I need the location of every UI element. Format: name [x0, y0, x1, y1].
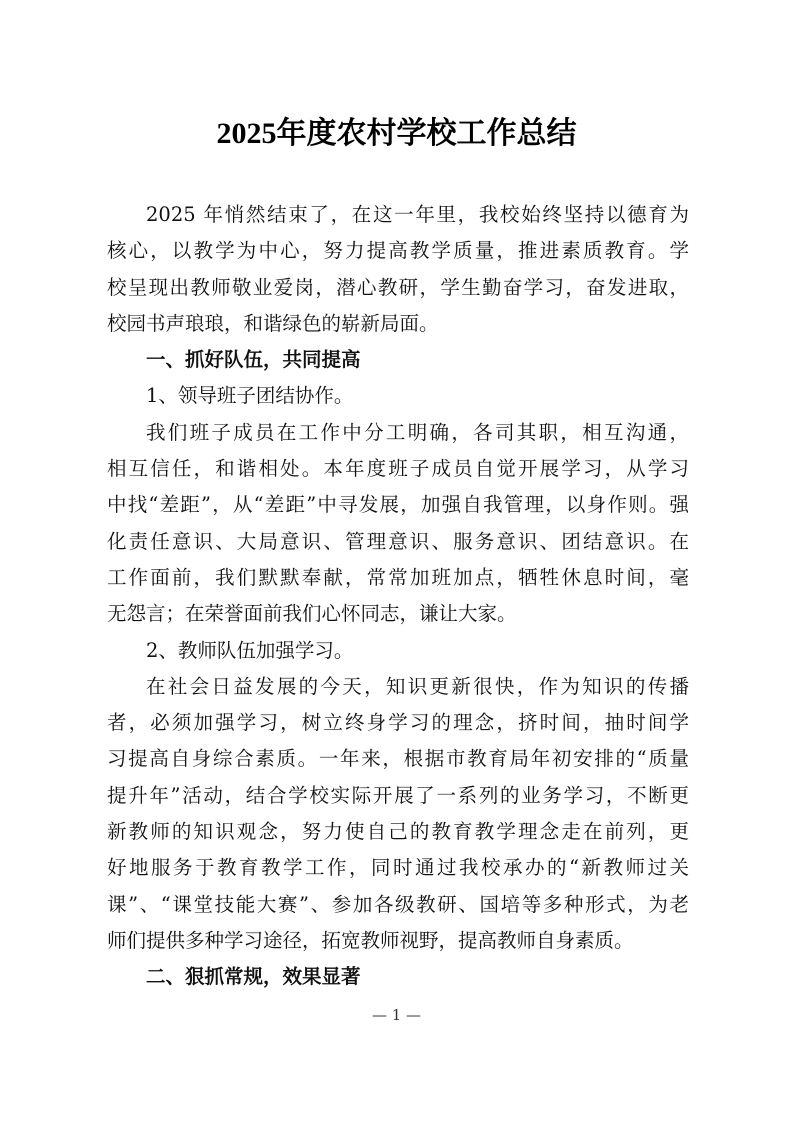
subsection-heading-2: 2、教师队伍加强学习。 [146, 638, 354, 662]
paragraph-line: 无怨言；在荣誉面前我们心怀同志，谦让大家。 [107, 602, 517, 626]
paragraph-line: 者，必须加强学习，树立终身学习的理念，挤时间，抽时间学 [107, 711, 689, 735]
paragraph-line: 中找“差距”，从“差距”中寻发展，加强自我管理，以身作则。强 [107, 493, 689, 517]
paragraph-line: 课”、“课堂技能大赛”、参加各级教研、国培等多种形式，为老 [107, 892, 689, 916]
section-heading-2: 二、狠抓常规，效果显著 [146, 965, 361, 989]
paragraph-line: 习提高自身综合素质。一年来，根据市教育局年初安排的“质量 [107, 747, 689, 771]
paragraph-line: 新教师的知识观念，努力使自己的教育教学理念走在前列，更 [107, 820, 689, 844]
subsection-2-paragraph [107, 669, 689, 959]
paragraph-line: 核心，以教学为中心，努力提高教学质量，推进素质教育。学 [107, 239, 689, 263]
paragraph-line: 化责任意识、大局意识、管理意识、服务意识、团结意识。在 [107, 529, 689, 553]
paragraph-line: 2025 年悄然结束了，在这一年里，我校始终坚持以德育为 [146, 203, 689, 226]
paragraph-line: 我们班子成员在工作中分工明确，各司其职，相互沟通， [146, 420, 689, 444]
subsection-heading-1: 1、领导班子团结协作。 [146, 384, 354, 408]
paragraph-line: 提升年”活动，结合学校实际开展了一系列的业务学习，不断更 [107, 783, 689, 807]
paragraph-line: 工作面前，我们默默奉献，常常加班加点，牺牲休息时间，毫 [107, 565, 689, 589]
paragraph-line: 相互信任，和谐相处。本年度班子成员自觉开展学习，从学习 [107, 457, 689, 481]
paragraph-line: 在社会日益发展的今天，知识更新很快，作为知识的传播 [146, 674, 689, 698]
document-body [107, 197, 689, 996]
paragraph-line: 好地服务于教育教学工作，同时通过我校承办的“新教师过关 [107, 856, 689, 880]
subsection-1-paragraph [107, 415, 689, 633]
document-title: 2025年度农村学校工作总结 [216, 117, 577, 150]
paragraph-line: 校园书声琅琅，和谐绿色的崭新局面。 [107, 311, 439, 335]
section-heading-1: 一、抓好队伍，共同提高 [146, 348, 361, 372]
paragraph-line: 校呈现出教师敬业爱岗，潜心教研，学生勤奋学习，奋发进取， [107, 275, 689, 299]
intro-paragraph [107, 197, 689, 342]
page-number: — 1 — [371, 1006, 422, 1024]
paragraph-line: 师们提供多种学习途径，拓宽教师视野，提高教师自身素质。 [107, 928, 634, 952]
